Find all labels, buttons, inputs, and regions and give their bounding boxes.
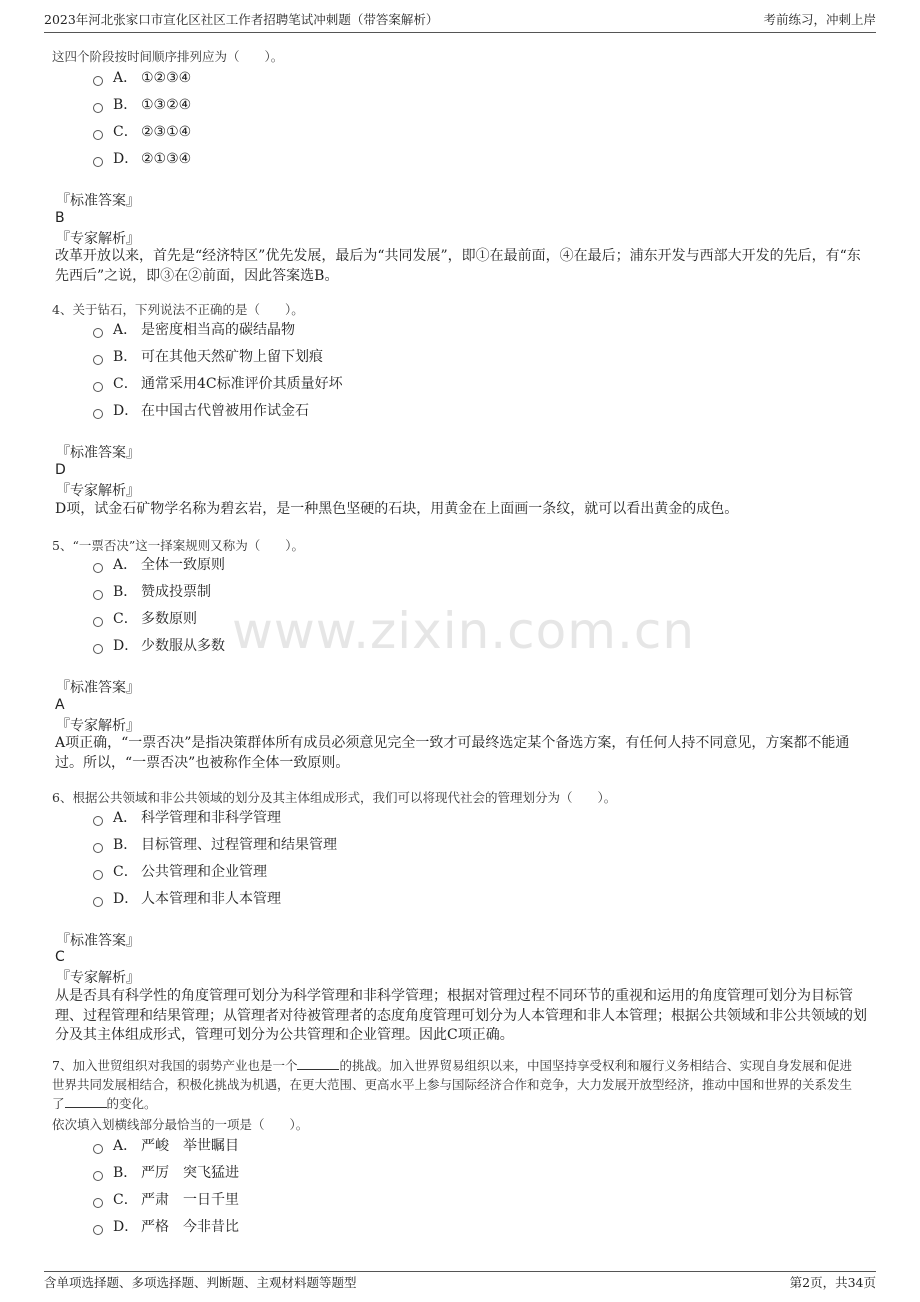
- answer-label: 『标准答案』: [56, 680, 140, 696]
- question-6-option-a[interactable]: A． 科学管理和非科学管理: [93, 808, 281, 828]
- question-5-option-d[interactable]: D． 少数服从多数: [93, 636, 225, 656]
- radio-icon[interactable]: [93, 816, 103, 826]
- question-7-option-d[interactable]: D． 严格 今非昔比: [93, 1217, 239, 1237]
- document-title: 2023年河北张家口市宣化区社区工作者招聘笔试冲刺题（带答案解析）: [44, 12, 439, 27]
- question-6-analysis: 从是否具有科学性的角度管理可划分为科学管理和非科学管理；根据对管理过程不同环节的重视和运用的角度管理可划分为目标管理、过程管理和结果管理；从管理者对待被管理者的态度角度管理可划分为人本管理和非人本管理；根据公共领域和非公共领域的划分及其主体组成形式，管理可划分为公共管理和企业管理。因此C项正确。: [55, 988, 867, 1043]
- question-3-option-c[interactable]: C． ②③①④: [93, 122, 191, 142]
- question-3-analysis: 改革开放以来，首先是“经济特区”优先发展，最后为“共同发展”，即①在最前面，④在最后；浦东开发与西部大开发的先后，有“东先西后”之说，即③在②前面，因此答案选B。: [55, 248, 861, 284]
- radio-icon[interactable]: [93, 76, 103, 86]
- radio-icon[interactable]: [93, 103, 103, 113]
- page-footer: [44, 1271, 876, 1296]
- question-5-analysis: A项正确，“一票否决”是指决策群体所有成员必须意见完全一致才可最终选定某个备选方案，有任何人持不同意见，方案都不能通过。所以，“一票否决”也被称作全体一致原则。: [55, 735, 850, 771]
- radio-icon[interactable]: [93, 563, 103, 573]
- analysis-label: 『专家解析』: [56, 483, 140, 499]
- question-7-stem: 7、加入世贸组织对我国的弱势产业也是一个 的挑战。加入世界贸易组织以来，中国坚持享受权利和履行义务相结合、实现自身发展和促进世界共同发展相结合，积极化挑战为机遇，在更大范围、更高水平上参与国际经济合作和竞争，大力发展开放型经济，推动中国和世界的关系发生了 的变化。: [52, 1058, 853, 1111]
- radio-icon[interactable]: [93, 897, 103, 907]
- radio-icon[interactable]: [93, 130, 103, 140]
- question-7-instruction: 依次填入划横线部分最恰当的一项是（ ）。: [52, 1117, 309, 1132]
- question-4-option-b[interactable]: B． 可在其他天然矿物上留下划痕: [93, 347, 323, 367]
- question-4-stem: 4、关于钻石，下列说法不正确的是（ ）。: [52, 302, 304, 317]
- footer-note: 含单项选择题、多项选择题、判断题、主观材料题等题型: [44, 1275, 357, 1290]
- page-number: 第2页，共34页: [789, 1275, 876, 1290]
- radio-icon[interactable]: [93, 1225, 103, 1235]
- radio-icon[interactable]: [93, 617, 103, 627]
- question-3-stem: 这四个阶段按时间顺序排列应为（ ）。: [52, 49, 284, 64]
- radio-icon[interactable]: [93, 1171, 103, 1181]
- question-7-option-b[interactable]: B． 严厉 突飞猛进: [93, 1163, 239, 1183]
- analysis-label: 『专家解析』: [56, 970, 140, 986]
- radio-icon[interactable]: [93, 644, 103, 654]
- radio-icon[interactable]: [93, 843, 103, 853]
- question-6-stem: 6、根据公共领域和非公共领域的划分及其主体组成形式，我们可以将现代社会的管理划分为（ ）。: [52, 790, 617, 805]
- question-4-answer: D: [55, 462, 66, 478]
- analysis-label: 『专家解析』: [56, 718, 140, 734]
- question-4-option-a[interactable]: A． 是密度相当高的碳结晶物: [93, 320, 295, 340]
- analysis-label: 『专家解析』: [56, 231, 140, 247]
- question-6-option-b[interactable]: B． 目标管理、过程管理和结果管理: [93, 835, 337, 855]
- question-4-option-d[interactable]: D． 在中国古代曾被用作试金石: [93, 401, 309, 421]
- radio-icon[interactable]: [93, 1198, 103, 1208]
- question-4-analysis: D项，试金石矿物学名称为碧玄岩，是一种黑色坚硬的石块，用黄金在上面画一条纹，就可以看出黄金的成色。: [55, 501, 739, 517]
- radio-icon[interactable]: [93, 870, 103, 880]
- radio-icon[interactable]: [93, 1144, 103, 1154]
- header-slogan: 考前练习，冲刺上岸: [763, 12, 876, 27]
- question-5-answer: A: [55, 697, 65, 713]
- question-7-option-a[interactable]: A． 严峻 举世瞩目: [93, 1136, 239, 1156]
- watermark: www.zixin.com.cn: [232, 602, 696, 660]
- answer-label: 『标准答案』: [56, 445, 140, 461]
- fill-blank-1: [297, 1057, 339, 1070]
- question-5-stem: 5、“一票否决”这一择案规则又称为（ ）。: [52, 538, 304, 553]
- answer-label: 『标准答案』: [56, 193, 140, 209]
- question-6-option-c[interactable]: C． 公共管理和企业管理: [93, 862, 267, 882]
- question-4-option-c[interactable]: C． 通常采用4C标准评价其质量好坏: [93, 374, 343, 394]
- question-3-answer: B: [55, 210, 65, 226]
- question-3-option-b[interactable]: B． ①③②④: [93, 95, 191, 115]
- question-5-option-c[interactable]: C． 多数原则: [93, 609, 197, 629]
- radio-icon[interactable]: [93, 409, 103, 419]
- question-6-option-d[interactable]: D． 人本管理和非人本管理: [93, 889, 281, 909]
- question-3-option-d[interactable]: D． ②①③④: [93, 149, 191, 169]
- fill-blank-2: [65, 1095, 107, 1108]
- radio-icon[interactable]: [93, 328, 103, 338]
- answer-label: 『标准答案』: [56, 933, 140, 949]
- radio-icon[interactable]: [93, 590, 103, 600]
- question-3-option-a[interactable]: A． ①②③④: [93, 68, 191, 88]
- radio-icon[interactable]: [93, 157, 103, 167]
- question-5-option-b[interactable]: B． 赞成投票制: [93, 582, 211, 602]
- radio-icon[interactable]: [93, 355, 103, 365]
- question-5-option-a[interactable]: A． 全体一致原则: [93, 555, 225, 575]
- question-6-answer: C: [55, 949, 65, 965]
- radio-icon[interactable]: [93, 382, 103, 392]
- question-7-option-c[interactable]: C． 严肃 一日千里: [93, 1190, 239, 1210]
